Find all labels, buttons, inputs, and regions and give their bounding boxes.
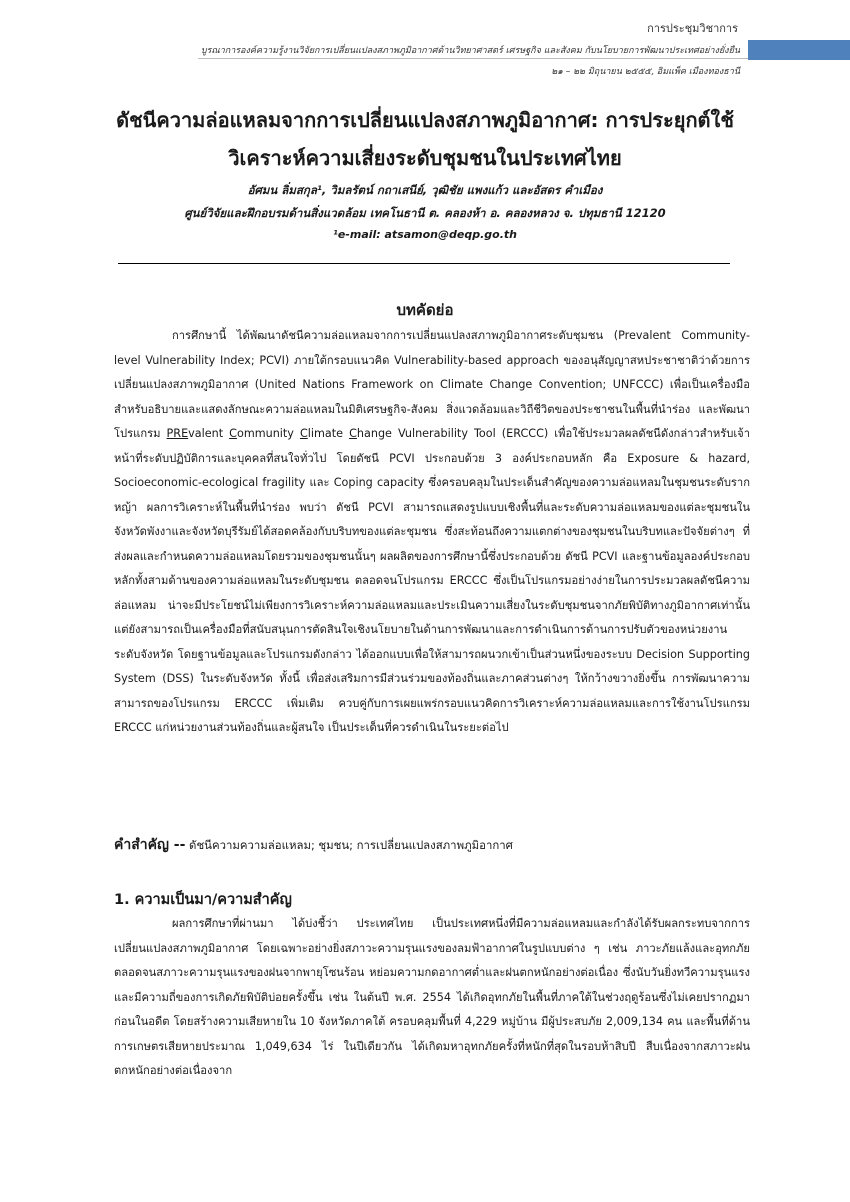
abstract-text-part1: การศึกษานี้ ได้พัฒนาดัชนีความล่อแหลมจากการเปลี่ยนแปลงสภาพภูมิอากาศระดับชุมชน (Prevalent Community-level Vulnerability Index; PCVI) ภายใต้กรอบแนวคิด Vulnerability-based approach ของอนุสัญญาสหประชาชาติว่าด้วยการเปลี่ยนแปลงสภาพภูมิอากาศ (United Nations Framework on Climate Change Convention; UNFCCC) เพื่อเป็นเครื่องมือสำหรับอธิบายและแสดงลักษณะความล่อแหลมในมิติเศรษฐกิจ-สังคม สิ่งแวดล้อมและวิถีชีวิตของประชาชนในพื้นที่นำร่อง และพัฒนาโปรแกรม [114, 329, 750, 440]
paper-affiliation: ศูนย์วิจัยและฝึกอบรมด้านสิ่งแวดล้อม เทคโนธานี ต. คลองห้า อ. คลองหลวง จ. ปทุมธานี 12120 [184, 206, 666, 220]
abstract-text-part2: (ERCCC) เพื่อใช้ประมวลผลดัชนีดังกล่าวสำหรับเจ้าหน้าที่ระดับปฏิบัติการและบุคคลที่สนใจทั่วไป โดยดัชนี PCVI ประกอบด้วย 3 องค์ประกอบหลัก คือ Exposure & hazard, Socioeconomic-ecological fragility และ Coping capacity ซึ่งครอบคลุมในประเด็นสำคัญของความล่อแหลมในชุมชนระดับรากหญ้า ผลการวิเคราะห์ในพื้นที่นำร่อง พบว่า ดัชนี PCVI สามารถแสดงรูปแบบเชิงพื้นที่และระดับความล่อแหลมของแต่ละชุมชนในจังหวัดพังงาและจังหวัดบุรีรัมย์ได้สอดคล้องกับบริบทของแต่ละชุมชน ซึ่งสะท้อนถึงความแตกต่างของชุมชนในบริบทและปัจจัยต่างๆ ที่ส่งผลและกำหนดความล่อแหลมโดยรวมของชุมชนนั้นๆ ผลผลิตของการศึกษานี้ซึ่งประกอบด้วย ดัชนี PCVI และฐานข้อมูลองค์ประกอบหลักทั้งสามด้านของความล่อแหลมในระดับชุมชน ตลอดจนโปรแกรม ERCCC ซึ่งเป็นโปรแกรมอย่างง่ายในการประมวลผลดัชนีความล่อแหลม น่าจะมีประโยชน์ไม่เพียงการวิเคราะห์ความล่อแหลมและประเมินความเสี่ยงในระดับชุมชนจากภัยพิบัติทางภูมิอากาศเท่านั้น แต่ยังสามารถเป็นเครื่องมือที่สนับสนุนการตัดสินใจเชิงนโยบายในด้านการพัฒนาและการดำเนินการด้านการปรับตัวของหน่วยงานระดับจังหวัด โดยฐานข้อมูลและโปรแกรมดังกล่าว ได้ออกแบบเพื่อให้สามารถผนวกเข้าเป็นส่วนหนึ่งของระบบ Decision Supporting System (DSS) ในระดับจังหวัด ทั้งนี้ เพื่อส่งเสริมการมีส่วนร่วมของท้องถิ่นและภาคส่วนต่างๆ ให้กว้างขวางยิ่งขึ้น การพัฒนาความสามารถของโปรแกรม ERCCC เพิ่มเติม ควบคู่กับการเผยแพร่กรอบแนวคิดการวิเคราะห์ความล่อแหลมและการใช้งานโปรแกรม ERCCC แก่หน่วยงานส่วนท้องถิ่นและผู้สนใจ เป็นประเด็นที่ควรดำเนินในระยะต่อไป [114, 427, 750, 734]
tool-name-seg: C [229, 427, 237, 440]
paper-title-line2: วิเคราะห์ความเสี่ยงระดับชุมชนในประเทศไทย [228, 146, 622, 170]
section-1-heading: 1. ความเป็นมา/ความสำคัญ [114, 892, 292, 908]
paper-authors: อัศมน ลิ่มสกุล¹, วิมลรัตน์ กถาเสนีย์, วุฒิชัย แพงแก้ว และอัสดร คำเมือง [247, 183, 603, 197]
abstract-heading: บทคัดย่อ [396, 301, 454, 319]
paper-title-line1: ดัชนีความล่อแหลมจากการเปลี่ยนแปลงสภาพภูมิอากาศ: การประยุกต์ใช้ [116, 108, 734, 132]
conference-subtitle: บูรณาการองค์ความรู้งานวิจัยการเปลี่ยนแปลงสภาพภูมิอากาศด้านวิทยาศาสตร์ เศรษฐกิจ และสังคม กับนโยบายการพัฒนาประเทศอย่างยั่งยืน [200, 46, 740, 56]
author-email: ¹e-mail: atsamon@deqp.go.th [333, 228, 517, 241]
keywords-text: ดัชนีความความล่อแหลม; ชุมชน; การเปลี่ยนแปลงสภาพภูมิอากาศ [185, 838, 513, 852]
tool-name-seg: C [349, 427, 357, 440]
section-1-body: ผลการศึกษาที่ผ่านมา ได้บ่งชี้ว่า ประเทศไทย เป็นประเทศหนึ่งที่มีความล่อแหลมและกำลังได้รับผลกระทบจากการเปลี่ยนแปลงสภาพภูมิอากาศ โดยเฉพาะอย่างยิ่งสภาวะความรุนแรงของลมฟ้าอากาศในรูปแบบต่าง ๆ เช่น ภาวะภัยแล้งและอุทกภัย ตลอดจนสภาวะความรุนแรงของฝนจากพายุโซนร้อน หย่อมความกดอากาศต่ำและฝนตกหนักอย่างต่อเนื่อง ซึ่งนับวันยิ่งทวีความรุนแรงและมีความถี่ของการเกิดภัยพิบัติบ่อยครั้งขึ้น เช่น ในต้นปี พ.ศ. 2554 ได้เกิดอุทกภัยในพื้นที่ภาคใต้ในช่วงฤดูร้อนซึ่งไม่เคยปรากฏมาก่อนในอดีต โดยสร้างความเสียหายใน 10 จังหวัดภาคใต้ ครอบคลุมพื้นที่ 4,229 หมู่บ้าน มีผู้ประสบภัย 2,009,134 คน และพื้นที่ด้านการเกษตรเสียหายประมาณ 1,049,634 ไร่ ในปีเดียวกัน ได้เกิดมหาอุทกภัยครั้งที่หนักที่สุดในรอบห้าสิบปี สืบเนื่องจากสภาวะฝนตกหนักอย่างต่อเนื่องจาก [114, 917, 750, 1077]
header-rule [198, 58, 748, 59]
tool-name-seg: PRE [166, 427, 189, 440]
abstract-body [114, 324, 750, 741]
tool-name-seg: ommunity [236, 427, 300, 440]
tool-name [167, 427, 496, 440]
tool-name-seg: limate [307, 427, 350, 440]
header-accent-bar [748, 40, 850, 60]
tool-name-seg: C [299, 427, 308, 440]
tool-name-seg: hange Vulnerability Tool [356, 427, 496, 440]
conference-date-venue: ๒๑ – ๒๒ มิถุนายน ๒๕๕๕, อิมแพ็ค เมืองทองธานี [551, 67, 740, 77]
keywords-label: คำสำคัญ -- [114, 837, 186, 853]
conference-name: การประชุมวิชาการ [647, 22, 738, 35]
tool-name-seg: valent [188, 427, 230, 440]
title-separator [118, 263, 730, 264]
keywords [114, 834, 750, 856]
